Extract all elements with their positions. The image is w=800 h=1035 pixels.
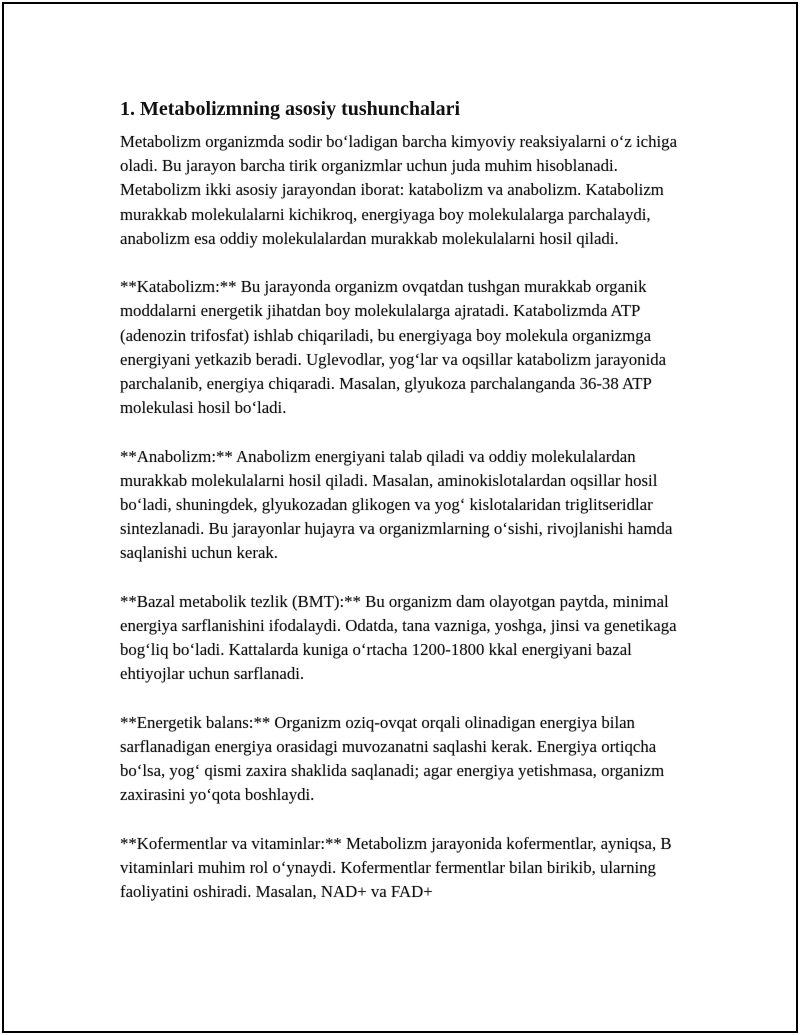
paragraph-anabolism: **Anabolizm:** Anabolizm energiyani talab qiladi va oddiy molekulalardan murakkab molekulalarni hosil qiladi. Masalan, aminokislotalardan oqsillar hosil bo‘ladi, shuningdek, glyukozadan glikogen va yog‘ kislotalaridan triglitseridlar sintezlanadi. Bu jarayonlar hujayra va organizmlarning o‘sishi, rivojlanishi hamda saqlanishi uchun kerak.: [120, 446, 673, 563]
section-heading: 1. Metabolizmning asosiy tushunchalari: [120, 98, 461, 120]
paragraph-metabolism-intro: Metabolizm organizmda sodir bo‘ladigan barcha kimyoviy reaksiyalarni o‘z ichiga oladi. Bu jarayon barcha tirik organizmlar uchun juda muhim hisoblanadi. Metabolizm ikki asosiy jarayondan iborat: katabolizm va anabolizm. Katabolizm murakkab molekulalarni kichikroq, energiyaga boy molekulalarga parchalaydi, anabolizm esa oddiy molekulalardan murakkab molekulalarni hosil qiladi.: [120, 132, 678, 248]
document-body: [120, 96, 700, 929]
paragraph-coenzymes-vitamins: **Kofermentlar va vitaminlar:** Metabolizm jarayonida kofermentlar, ayniqsa, B vitaminlari muhim rol o‘ynaydi. Kofermentlar fermentlar bilan birikib, ularning faoliyatini oshiradi. Masalan, NAD+ va FAD+: [120, 833, 672, 902]
paragraph-basal-metabolic-rate: **Bazal metabolik tezlik (BMT):** Bu organizm dam olayotgan paytda, minimal energiya sarflanishini ifodalaydi. Odatda, tana vazniga, yoshga, jinsi va genetikaga bog‘liq bo‘ladi. Kattalarda kuniga o‘rtacha 1200-1800 kkal energiyani bazal ehtiyojlar uchun sarflanadi.: [120, 591, 677, 684]
paragraph-energy-balance: **Energetik balans:** Organizm oziq-ovqat orqali olinadigan energiya bilan sarflanadigan energiya orasidagi muvozanatni saqlashi kerak. Energiya ortiqcha bo‘lsa, yog‘ qismi zaxira shaklida saqlanadi; agar energiya yetishmasa, organizm zaxirasini yo‘qota boshlaydi.: [120, 712, 665, 805]
paragraph-catabolism: **Katabolizm:** Bu jarayonda organizm ovqatdan tushgan murakkab organik moddalarni energetik jihatdan boy molekulalarga ajratadi. Katabolizmda ATP (adenozin trifosfat) ishlab chiqariladi, bu energiyaga boy molekula organizmga energiyani yetkazib beradi. Uglevodlar, yog‘lar va oqsillar katabolizm jarayonida parchalanib, energiya chiqaradi. Masalan, glyukoza parchalanganda 36-38 ATP molekulasi hosil bo‘ladi.: [120, 277, 667, 418]
document-page: [2, 2, 798, 1033]
